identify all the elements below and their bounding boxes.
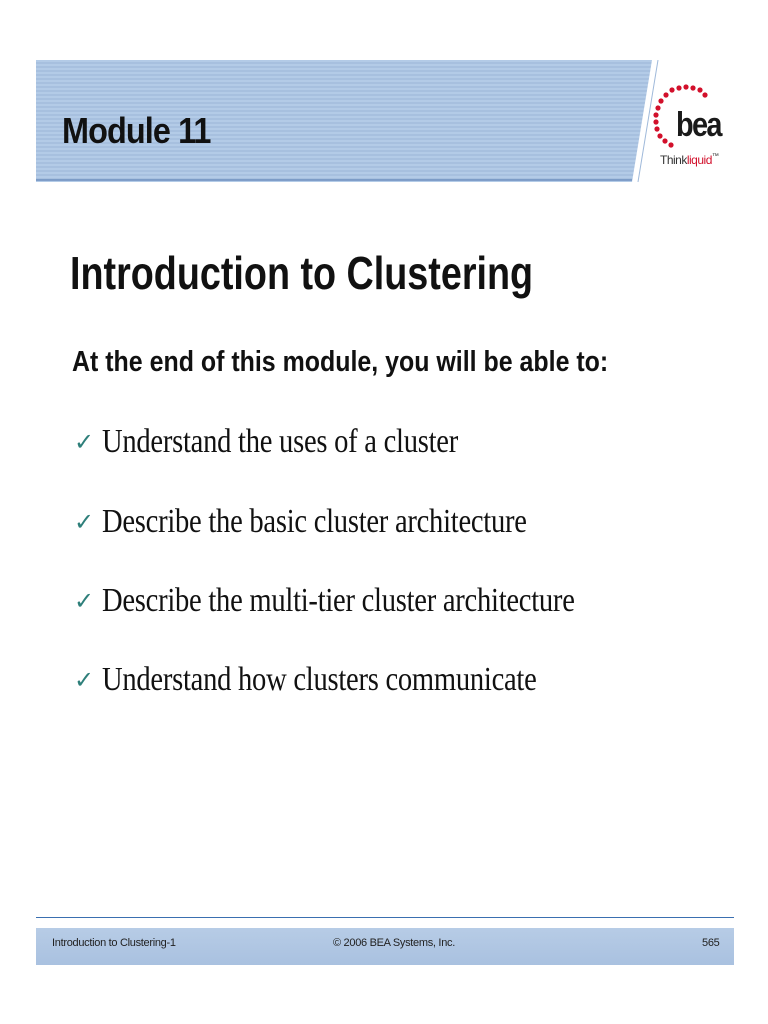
objective-item	[74, 579, 665, 623]
footer-slide-label: Introduction to Clustering-1	[52, 937, 176, 949]
objective-text: Understand how clusters communicate	[102, 661, 537, 698]
objective-item	[74, 658, 619, 702]
objective-item	[74, 420, 526, 464]
logo-tagline-accent: liquid	[686, 153, 712, 167]
footer-rule	[36, 917, 734, 918]
objectives-heading: At the end of this module, you will be able to:	[72, 346, 609, 378]
objective-item	[74, 500, 608, 544]
logo-trademark: ™	[711, 153, 719, 160]
checkmark-icon: ✓	[74, 666, 95, 694]
checkmark-icon: ✓	[74, 587, 95, 615]
checkmark-icon: ✓	[74, 508, 95, 536]
checkmark-icon: ✓	[74, 428, 95, 456]
objective-text: Describe the multi-tier cluster architecture	[102, 582, 575, 619]
slide-title: Introduction to Clustering	[70, 247, 534, 299]
footer-page-number: 565	[702, 937, 720, 949]
footer-copyright: © 2006 BEA Systems, Inc.	[333, 937, 455, 949]
objective-text: Describe the basic cluster architecture	[102, 503, 527, 540]
logo-tagline	[660, 153, 718, 167]
logo-tagline-plain: Think	[660, 153, 687, 167]
objective-text: Understand the uses of a cluster	[102, 423, 458, 460]
module-label: Module 11	[62, 110, 211, 151]
logo-wordmark: bea	[676, 106, 721, 144]
